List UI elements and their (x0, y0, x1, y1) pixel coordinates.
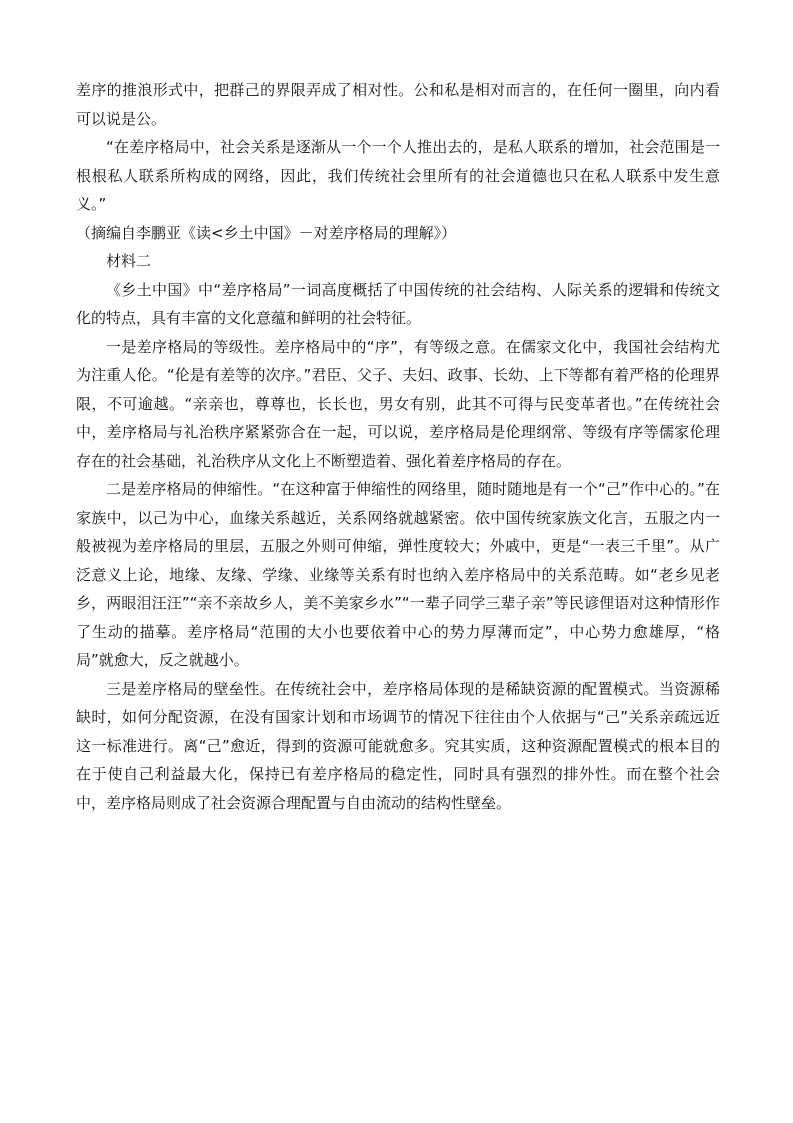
paragraph-quote: “在差序格局中，社会关系是逐渐从一个一个人推出去的，是私人联系的增加，社会范围是一根根私人联系所构成的网络，因此，我们传统社会里所有的社会道德也只在私人联系中发生意义。” (76, 138, 720, 213)
source-citation: （摘编自李鹏亚《读<乡土中国》－对差序格局的理解》） (76, 223, 457, 242)
paragraph-barrier: 三是差序格局的壁垒性。在传统社会中，差序格局体现的是稀缺资源的配置模式。当资源稀缺时，如何分配资源，在没有国家计划和市场调节的情况下往往由个人依据与“己”关系亲疏远近这一标准进行。离“己”愈近，得到的资源可能就愈多。究其实质，这种资源配置模式的根本目的在于使自己利益最大化，保持已有差序格局的稳定性，同时具有强烈的排外性。而在整个社会中，差序格局则成了社会资源合理配置与自由流动的结构性壁垒。 (76, 679, 720, 812)
paragraph-elasticity: 二是差序格局的伸缩性。“在这种富于伸缩性的网络里，随时随地是有一个“己”作中心的。”在家族中，以己为中心，血缘关系越近，关系网络就越紧密。依中国传统家族文化言，五服之内一般被视为差序格局的里层，五服之外则可伸缩，弹性度较大；外戚中，更是“一表三千里”。从广泛意义上论，地缘、友缘、学缘、业缘等关系有时也纳入差序格局中的关系范畴。如“老乡见老乡，两眼泪汪汪”“亲不亲故乡人，美不美家乡水”“一辈子同学三辈子亲”等民谚俚语对这种情形作了生动的描摹。差序格局“范围的大小也要依着中心的势力厚薄而定”，中心势力愈雄厚，“格局”就愈大，反之就越小。 (76, 480, 720, 669)
paragraph-intro: 《乡土中国》中“差序格局”一词高度概括了中国传统的社会结构、人际关系的逻辑和传统文化的特点，具有丰富的文化意蕴和鲜明的社会特征。 (76, 280, 720, 327)
document-page (76, 76, 720, 817)
material-two-label: 材料二 (106, 252, 152, 270)
paragraph-hierarchy: 一是差序格局的等级性。差序格局中的“序”，有等级之意。在儒家文化中，我国社会结构尤为注重人伦。“伦是有差等的次序。”君臣、父子、夫妇、政事、长幼、上下等都有着严格的伦理界限，不可逾越。“亲亲也，尊尊也，长长也，男女有别，此其不可得与民变革者也。”在传统社会中，差序格局与礼治秩序紧紧弥合在一起，可以说，差序格局是伦理纲常、等级有序等儒家伦理存在的社会基础，礼治秩序从文化上不断塑造着、强化着差序格局的存在。 (76, 337, 720, 470)
paragraph-continuation: 差序的推浪形式中，把群己的界限弄成了相对性。公和私是相对而言的，在任何一圈里，向内看可以说是公。 (76, 81, 720, 128)
